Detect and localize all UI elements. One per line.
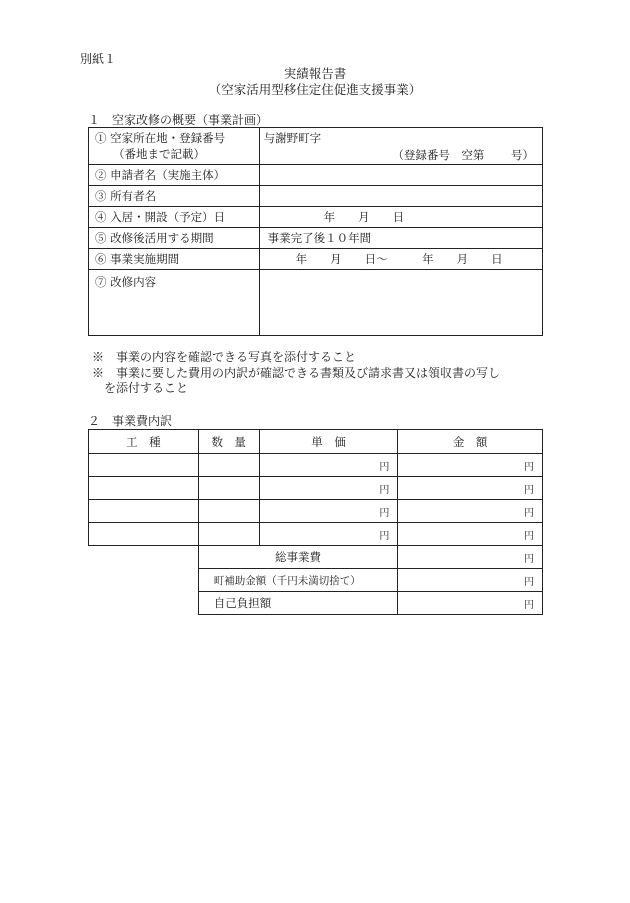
field-applicant[interactable]: [259, 165, 542, 186]
page-title: 実績報告書: [283, 66, 347, 81]
unit-price-cell[interactable]: 円: [259, 523, 398, 546]
row-implementation-period: [89, 249, 543, 270]
label-implementation-period: ⑥ 事業実施期間: [89, 249, 260, 270]
work-type-cell[interactable]: [89, 500, 199, 523]
section2-heading: ２ 事業費内訳: [88, 414, 173, 428]
quantity-cell[interactable]: [198, 477, 259, 500]
label-move-in-date: ④ 入居・開設（予定）日: [89, 207, 260, 228]
header-amount: 金 額: [398, 430, 543, 454]
field-owner[interactable]: [259, 186, 542, 207]
section1-heading: １ 空家改修の概要（事業計画）: [88, 113, 269, 127]
note-receipt: ※ 事業に要した費用の内訳が確認できる書類及び請求書又は領収書の写し: [92, 366, 501, 380]
subsidy-row: [89, 569, 543, 592]
field-renovation[interactable]: [259, 270, 542, 336]
self-burden-amount[interactable]: 円: [398, 592, 543, 615]
cost-row: [89, 477, 543, 500]
unit-price-cell[interactable]: 円: [259, 454, 398, 477]
label-applicant: ② 申請者名（実施主体）: [89, 165, 260, 186]
work-type-cell[interactable]: [89, 454, 199, 477]
note-receipt-cont: を添付すること: [92, 381, 189, 395]
label-owner: ③ 所有者名: [89, 186, 260, 207]
unit-price-cell[interactable]: 円: [259, 477, 398, 500]
row-usage-period: [89, 228, 543, 249]
total-cost-amount[interactable]: 円: [398, 546, 543, 569]
cost-header-row: [89, 430, 543, 454]
self-burden-row: [89, 592, 543, 615]
cost-row: [89, 500, 543, 523]
cost-breakdown-table: [88, 429, 543, 615]
header-work-type: 工 種: [89, 430, 199, 454]
quantity-cell[interactable]: [198, 500, 259, 523]
page-subtitle: （空家活用型移住定住促進支援事業）: [208, 82, 422, 97]
row-owner: [89, 186, 543, 207]
row-move-in-date: [89, 207, 543, 228]
field-implementation-period[interactable]: 年 月 日～ 年 月 日: [259, 249, 542, 270]
note-photo: ※ 事業の内容を確認できる写真を添付すること: [92, 350, 357, 364]
work-type-cell[interactable]: [89, 477, 199, 500]
amount-cell[interactable]: 円: [398, 454, 543, 477]
amount-cell[interactable]: 円: [398, 523, 543, 546]
work-type-cell[interactable]: [89, 523, 199, 546]
label-self-burden: 自己負担額: [198, 592, 398, 615]
row-renovation: [89, 270, 543, 336]
quantity-cell[interactable]: [198, 454, 259, 477]
cost-row: [89, 523, 543, 546]
total-row: [89, 546, 543, 569]
unit-price-cell[interactable]: 円: [259, 500, 398, 523]
field-address[interactable]: 与謝野町字 （登録番号 空第 号）: [259, 128, 542, 165]
label-renovation: ⑦ 改修内容: [89, 270, 260, 336]
label-total-cost: 総事業費: [198, 546, 398, 569]
label-usage-period: ⑤ 改修後活用する期間: [89, 228, 260, 249]
field-move-in-date[interactable]: 年 月 日: [259, 207, 542, 228]
project-overview-table: [88, 127, 543, 336]
attachment-label: 別紙１: [80, 52, 117, 66]
label-address: ① 空家所在地・登録番号 （番地まで記載）: [89, 128, 260, 165]
field-usage-period[interactable]: 事業完了後１０年間: [259, 228, 542, 249]
row-address: [89, 128, 543, 165]
label-subsidy-amount: 町補助金額（千円未満切捨て）: [198, 569, 398, 592]
subsidy-amount[interactable]: 円: [398, 569, 543, 592]
amount-cell[interactable]: 円: [398, 500, 543, 523]
header-quantity: 数 量: [198, 430, 259, 454]
header-unit-price: 単 価: [259, 430, 398, 454]
quantity-cell[interactable]: [198, 523, 259, 546]
cost-row: [89, 454, 543, 477]
amount-cell[interactable]: 円: [398, 477, 543, 500]
row-applicant: [89, 165, 543, 186]
